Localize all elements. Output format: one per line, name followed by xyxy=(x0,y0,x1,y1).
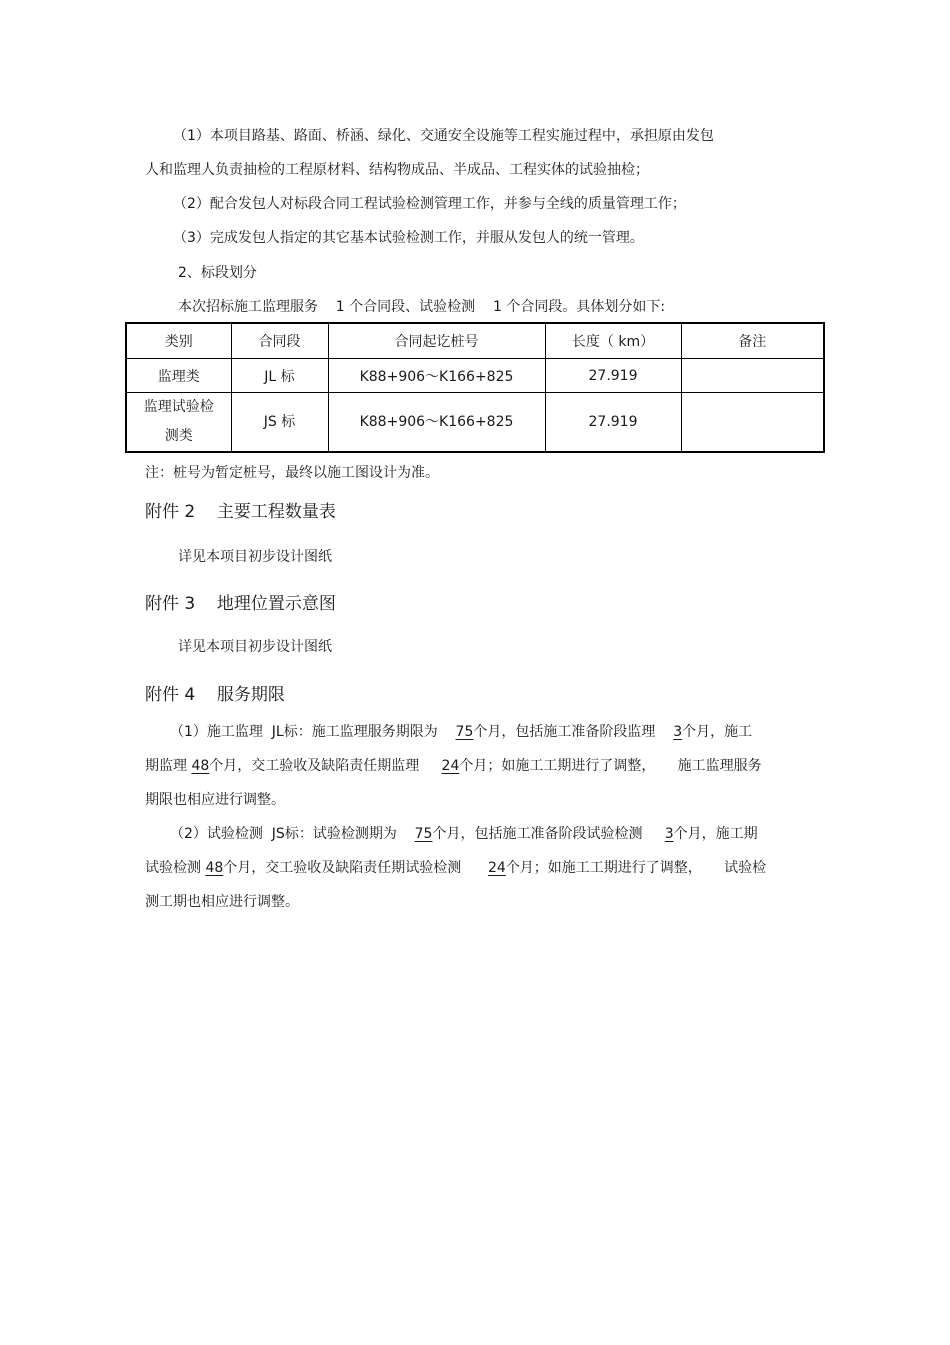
construction-months: 48 xyxy=(191,758,210,774)
table-row xyxy=(126,359,824,393)
text-span: 个月，交工验收及缺陷责任期试验检测 xyxy=(223,860,488,876)
cell-section: JS 标 xyxy=(231,393,328,453)
annex2-body: 详见本项目初步设计图纸 xyxy=(178,549,332,565)
cell-note xyxy=(681,359,824,393)
cell-category: 监理类 xyxy=(126,359,231,393)
cell-category-line2: 测类 xyxy=(164,428,193,444)
prep-months: 3 xyxy=(673,724,683,740)
table-footnote: 注：桩号为暂定桩号，最终以施工图设计为准。 xyxy=(145,465,439,481)
table-row xyxy=(126,393,824,453)
header-note: 备注 xyxy=(681,323,824,359)
cell-note xyxy=(681,393,824,453)
section1-item1-line2: 人和监理人负责抽检的工程原材料、结构物成品、半成品、工程实体的试验抽检； xyxy=(145,162,649,178)
section2-intro: 本次招标施工监理服务 1 个合同段、试验检测 1 个合同段。具体划分如下: xyxy=(178,299,666,315)
warranty-months: 24 xyxy=(441,758,460,774)
prep-months: 3 xyxy=(664,826,674,842)
table-header-row xyxy=(126,323,824,359)
text-span: （2）试验检测 JS标：试验检测期为 xyxy=(170,826,415,842)
cell-section: JL 标 xyxy=(231,359,328,393)
section2-heading: 2、标段划分 xyxy=(178,265,257,281)
cell-length: 27.919 xyxy=(545,393,681,453)
text-span: 期监理 xyxy=(145,758,192,774)
service-months: 75 xyxy=(455,724,474,740)
warranty-months: 24 xyxy=(487,860,506,876)
text-span: 个月，包括施工准备阶段试验检测 xyxy=(432,826,665,842)
section1-item2: （2）配合发包人对标段合同工程试验检测管理工作，并参与全线的质量管理工作； xyxy=(173,196,686,212)
text-span: 个月；如施工工期进行了调整， 试验检 xyxy=(505,860,767,876)
annex4-p1-line3: 期限也相应进行调整。 xyxy=(145,792,285,808)
section1-item1-line1: （1）本项目路基、路面、桥涵、绿化、交通安全设施等工程实施过程中，承担原由发包 xyxy=(173,128,714,144)
annex4-p2-line3: 测工期也相应进行调整。 xyxy=(145,894,299,910)
cell-length: 27.919 xyxy=(545,359,681,393)
text-span: 个月，交工验收及缺陷责任期监理 xyxy=(209,758,442,774)
annex4-title: 附件 4 服务期限 xyxy=(145,685,285,705)
contract-section-table xyxy=(125,322,825,453)
section1-item3: （3）完成发包人指定的其它基本试验检测工作，并服从发包人的统一管理。 xyxy=(173,230,644,246)
header-length: 长度（ km） xyxy=(545,323,681,359)
cell-range: K88+906～K166+825 xyxy=(328,359,545,393)
annex4-p2-line2 xyxy=(145,858,766,878)
annex4-p2-line1 xyxy=(170,824,758,844)
header-section: 合同段 xyxy=(231,323,328,359)
cell-category xyxy=(126,393,231,453)
text-span: （1）施工监理 JL标：施工监理服务期限为 xyxy=(170,724,456,740)
text-span: 个月，施工 xyxy=(682,724,753,740)
cell-range: K88+906～K166+825 xyxy=(328,393,545,453)
header-range: 合同起讫桩号 xyxy=(328,323,545,359)
construction-months: 48 xyxy=(205,860,224,876)
text-span: 试验检测 xyxy=(145,860,206,876)
annex4-p1-line2 xyxy=(145,756,762,776)
annex3-body: 详见本项目初步设计图纸 xyxy=(178,639,332,655)
text-span: 个月，施工期 xyxy=(673,826,758,842)
cell-category-line1: 监理试验检 xyxy=(143,399,214,415)
annex3-title: 附件 3 地理位置示意图 xyxy=(145,594,336,614)
header-category: 类别 xyxy=(126,323,231,359)
annex2-title: 附件 2 主要工程数量表 xyxy=(145,502,336,522)
text-span: 个月；如施工工期进行了调整， 施工监理服务 xyxy=(459,758,762,774)
text-span: 个月，包括施工准备阶段监理 xyxy=(473,724,674,740)
service-months: 75 xyxy=(414,826,433,842)
annex4-p1-line1 xyxy=(170,722,752,742)
